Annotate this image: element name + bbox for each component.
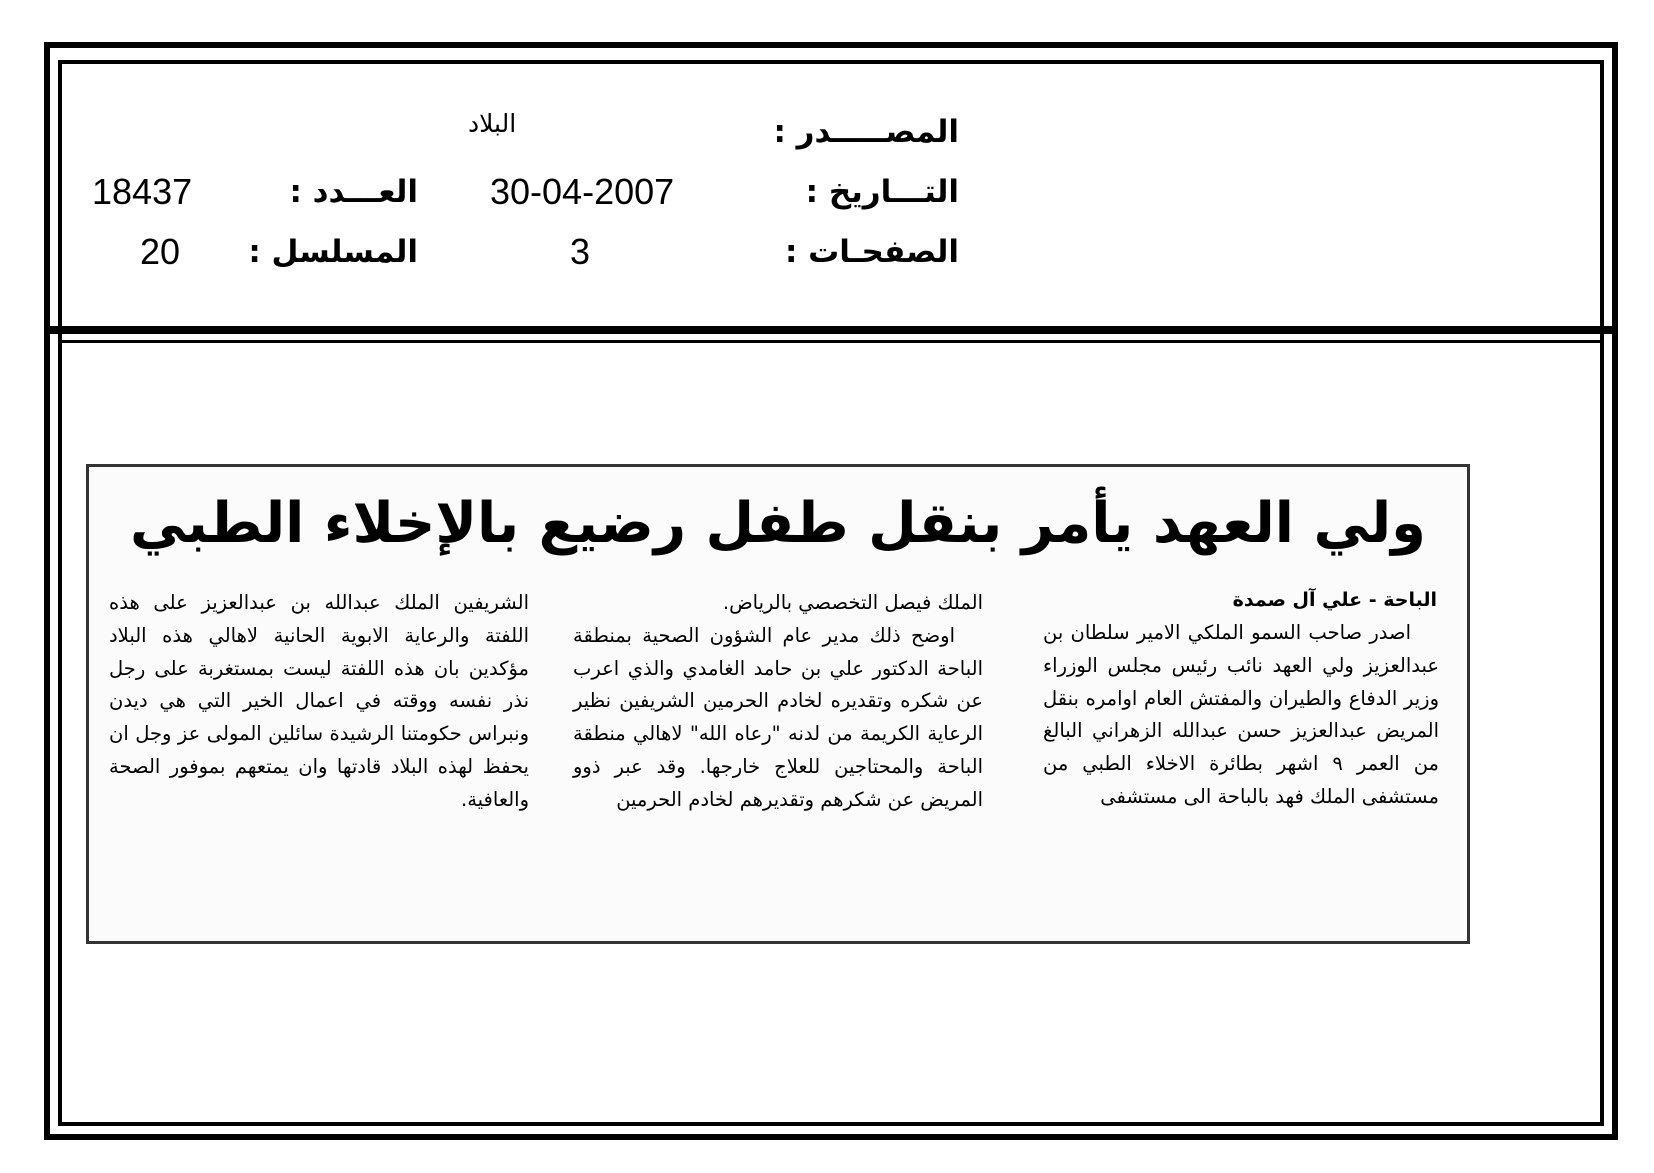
article-column-3 [109, 587, 529, 817]
article-column-1 [1043, 617, 1439, 814]
source-label: المصـــــدر : [773, 114, 959, 150]
column-3-text: الشريفين الملك عبدالله بن عبدالعزيز على هذه اللفتة والرعاية الابوية الحانية لاهالي هذه البلاد مؤكدين بان هذه اللفتة ليست بمستغربة على رجل نذر نفسه ووقته في اعمال الخير التي هي ديدن ونبراس حكومتنا الرشيدة سائلين المولى عز وجل ان يحفظ لهذه البلاد قادتها وان يمتعهم بموفور الصحة والعافية. [109, 591, 529, 811]
header-divider [44, 326, 1618, 334]
article-column-2 [573, 587, 983, 817]
article-headline: ولي العهد يأمر بنقل طفل رضيع بالإخلاء الطبي [130, 491, 1426, 556]
column-2-text: اوضح ذلك مدير عام الشؤون الصحية بمنطقة الباحة الدكتور علي بن حامد الغامدي والذي اعرب عن شكره وتقديره لخادم الحرمين الشريفين نظير الرعاية الكريمة من لدنه "رعاه الله" لاهالي منطقة الباحة والمحتاجين للعلاج خارجها. وقد عبر ذوو المريض عن شكرهم وتقديرهم لخادم الحرمين [573, 623, 983, 811]
date-value: 30-04-2007 [490, 171, 675, 212]
date-label: التـــاريخ : [805, 174, 959, 210]
newspaper-clipping [86, 464, 1470, 944]
column-2-lead: الملك فيصل التخصصي بالرياض. [722, 591, 983, 614]
issue-label: العـــدد : [289, 174, 418, 210]
serial-label: المسلسل : [248, 234, 418, 270]
article-byline: الباحة - علي آل صمدة [1232, 589, 1437, 611]
header-divider-thin [58, 340, 1604, 343]
serial-value: 20 [140, 231, 181, 272]
pages-label: الصفحـات : [784, 234, 959, 270]
pages-value: 3 [570, 231, 591, 272]
source-value: البلاد [468, 109, 517, 138]
issue-value: 18437 [92, 171, 193, 212]
column-1-text: اصدر صاحب السمو الملكي الامير سلطان بن عبدالعزيز ولي العهد نائب رئيس مجلس الوزراء وزير الدفاع والطيران والمفتش العام اوامره بنقل المريض عبدالعزيز حسن عبدالله الزهراني البالغ من العمر ٩ اشهر بطائرة الاخلاء الطبي من مستشفى الملك فهد بالباحة الى مستشفى [1043, 621, 1439, 808]
